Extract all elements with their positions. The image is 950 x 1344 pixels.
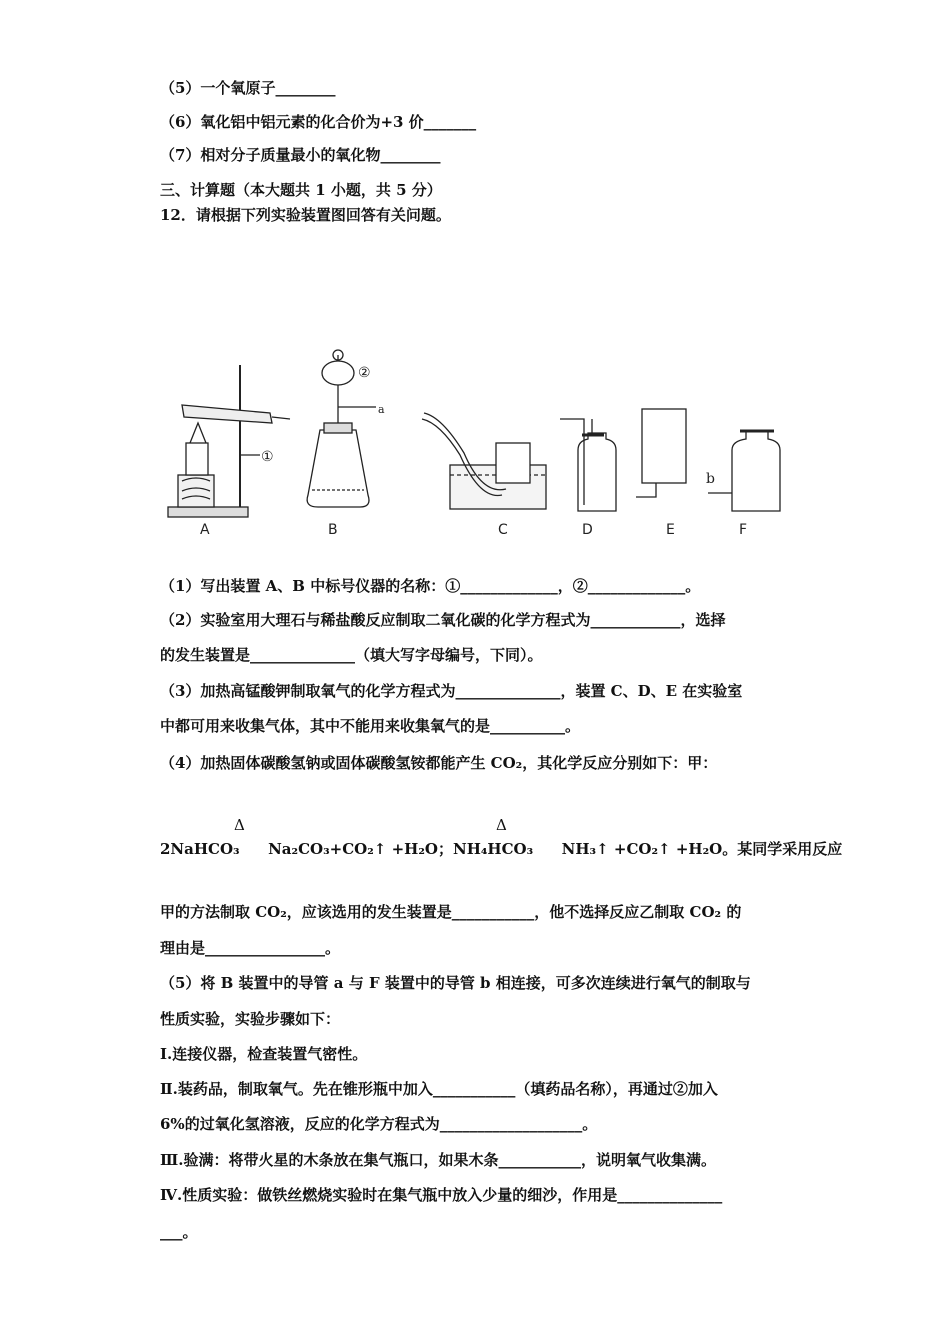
part-5a: （5）将 B 装置中的导管 a 与 F 装置中的导管 b 相连接，可多次连续进行氧气的制取与 xyxy=(160,974,751,992)
part-4d: 理由是________________。 xyxy=(160,939,341,957)
step-2a: Ⅱ.装药品，制取氧气。先在锥形瓶中加入___________（填药品名称），再通过②加入 xyxy=(160,1080,718,1098)
part-3b: 中都可用来收集气体，其中不能用来收集氧气的是__________。 xyxy=(160,717,581,735)
apparatus-a xyxy=(168,365,290,517)
apparatus-e xyxy=(636,409,686,497)
delta-symbol-2: Δ xyxy=(496,816,507,834)
tube-a-label: a xyxy=(378,403,385,416)
tube-b-label: b xyxy=(706,471,715,487)
step-2b: 6%的过氧化氢溶液，反应的化学方程式为___________________。 xyxy=(160,1115,598,1133)
part-2a: （2）实验室用大理石与稀盐酸反应制取二氧化碳的化学方程式为____________，选择 xyxy=(160,611,726,629)
question-12: 12．请根据下列实验装置图回答有关问题。 xyxy=(160,206,451,224)
apparatus-b xyxy=(307,350,385,507)
mark-1: ① xyxy=(261,449,274,465)
label-d: D xyxy=(582,522,593,538)
step-4a: Ⅳ.性质实验：做铁丝燃烧实验时在集气瓶中放入少量的细沙，作用是______________ xyxy=(160,1186,723,1204)
delta-symbol-1: Δ xyxy=(234,816,245,834)
part-2b: 的发生装置是______________（填大写字母编号，下同）。 xyxy=(160,646,543,664)
line-q7: （7）相对分子质量最小的氧化物________ xyxy=(160,146,441,164)
part-3a: （3）加热高锰酸钾制取氧气的化学方程式为______________，装置 C、D、E 在实验室 xyxy=(160,682,743,700)
part-4c: 甲的方法制取 CO₂，应该选用的发生装置是___________，他不选择反应乙制取 CO₂ 的 xyxy=(160,903,742,921)
line-q6: （6）氧化铝中铝元素的化合价为+3 价_______ xyxy=(160,113,477,131)
step-4b: ___。 xyxy=(160,1223,198,1241)
step-1: Ⅰ.连接仪器，检查装置气密性。 xyxy=(160,1045,368,1063)
line-q5: （5）一个氧原子________ xyxy=(160,79,336,97)
label-c: C xyxy=(498,522,508,538)
mark-2: ② xyxy=(358,365,371,381)
label-a: A xyxy=(200,522,210,538)
part-5b: 性质实验，实验步骤如下： xyxy=(160,1010,341,1028)
equation-part-3: NH₃↑ +CO₂↑ +H₂O。某同学采用反应 xyxy=(561,840,843,858)
label-f: F xyxy=(739,522,748,538)
equation-line xyxy=(160,838,842,859)
apparatus-f xyxy=(706,431,780,511)
label-b: B xyxy=(328,522,338,538)
part-4a: （4）加热固体碳酸氢钠或固体碳酸氢铵都能产生 CO₂，其化学反应分别如下：甲： xyxy=(160,754,718,772)
part-1: （1）写出装置 A、B 中标号仪器的名称：①_____________，②_____________。 xyxy=(160,577,701,595)
apparatus-figure xyxy=(160,335,800,550)
equation-part-1: 2NaHCO₃ xyxy=(160,840,240,858)
apparatus-d xyxy=(560,419,616,511)
section-title: 三、计算题（本大题共 1 小题，共 5 分） xyxy=(160,181,442,199)
equation-part-2: Na₂CO₃+CO₂↑ +H₂O；NH₄HCO₃ xyxy=(268,840,534,858)
label-e: E xyxy=(666,522,675,538)
step-3: Ⅲ.验满：将带火星的木条放在集气瓶口，如果木条___________，说明氧气收集满。 xyxy=(160,1151,716,1169)
apparatus-c xyxy=(422,413,546,509)
